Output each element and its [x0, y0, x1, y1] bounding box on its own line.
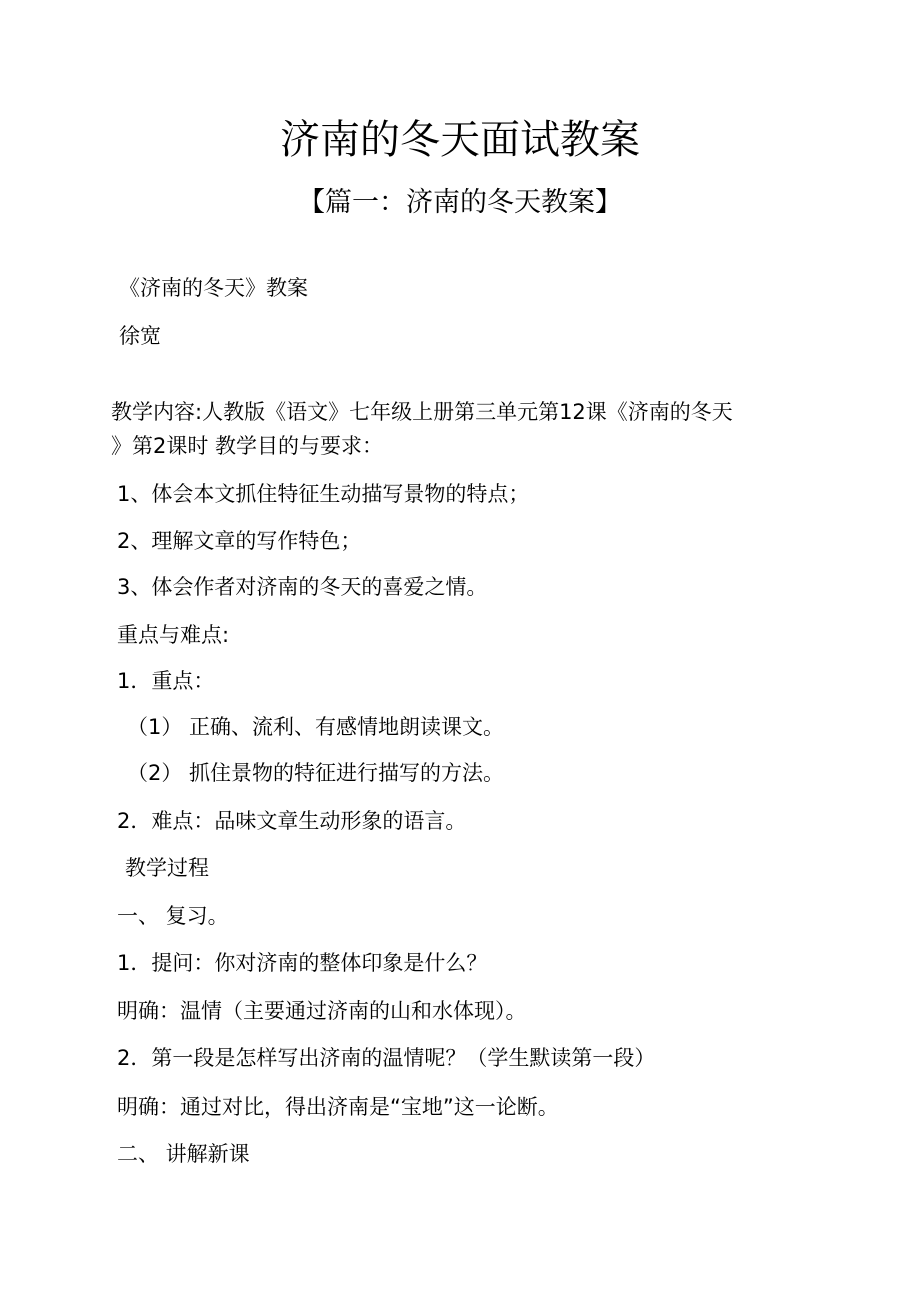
list-item: 3、体会作者对济南的冬天的喜爱之情。: [117, 575, 488, 599]
list-item: （2） 抓住景物的特征进行描写的方法。: [127, 761, 505, 785]
list-item: 1．提问：你对济南的整体印象是什么？: [117, 951, 488, 975]
document-title: 济南的冬天面试教案: [280, 117, 640, 163]
list-item: 2．第一段是怎样写出济南的温情呢？（学生默读第一段）: [117, 1046, 656, 1070]
text-line: 》第2课时 教学目的与要求：: [111, 434, 384, 458]
section-heading: 【篇一：济南的冬天教案】: [298, 187, 622, 218]
author-name: 徐宽: [119, 324, 161, 348]
list-item: 1、体会本文抓住特征生动描写景物的特点；: [117, 482, 530, 506]
list-item: 1．重点：: [117, 669, 215, 693]
list-item: 二、 讲解新课: [117, 1142, 250, 1166]
section-label: 教学过程: [125, 856, 209, 880]
list-item: 一、 复习。: [117, 904, 229, 928]
list-item: （1） 正确、流利、有感情地朗读课文。: [127, 715, 505, 739]
list-item: 2．难点：品味文章生动形象的语言。: [117, 809, 467, 833]
list-item: 2、理解文章的写作特色；: [117, 529, 362, 553]
lesson-plan-heading: 《济南的冬天》教案: [119, 276, 308, 300]
section-label: 重点与难点:: [117, 623, 230, 647]
text-line: 明确：通过对比，得出济南是“宝地”这一论断。: [117, 1095, 559, 1119]
text-line: 教学内容:人教版《语文》七年级上册第三单元第12课《济南的冬天: [111, 400, 733, 424]
text-line: 明确：温情（主要通过济南的山和水体现）。: [117, 999, 527, 1023]
